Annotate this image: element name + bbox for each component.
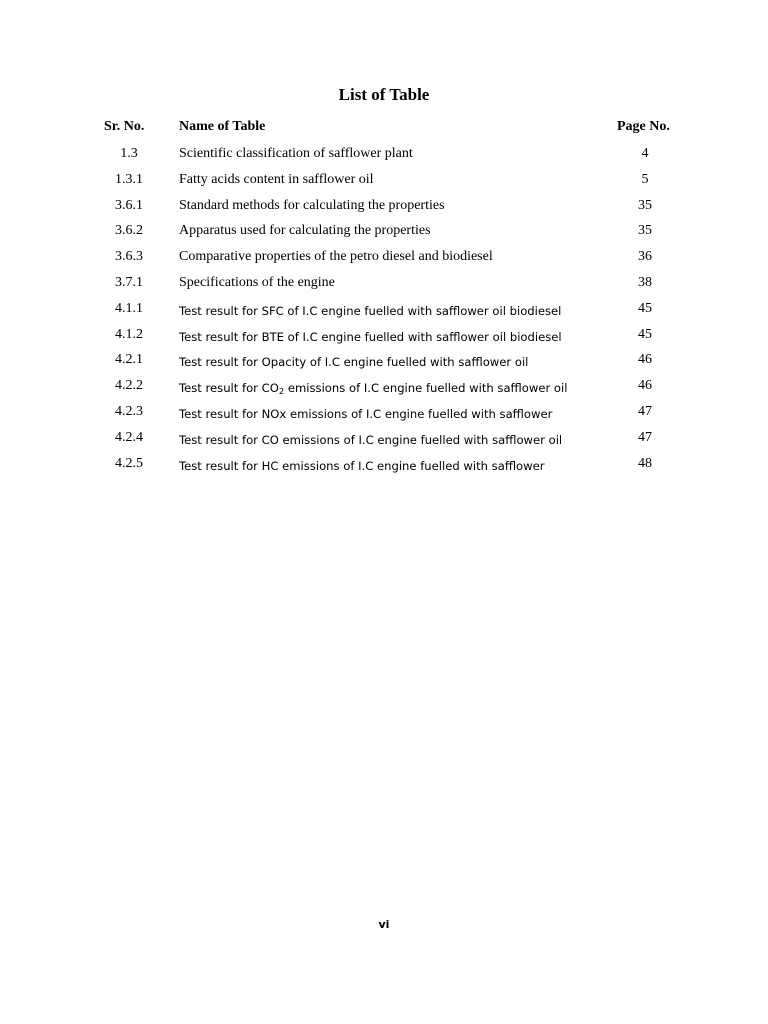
table-row [0,326,768,352]
page-number: vi [378,918,390,931]
table-body [0,145,768,480]
table-row [0,377,768,403]
table-name-cell: Test result for HC emissions of I.C engine fuelled with safflower [179,458,545,473]
page-no-cell: 47 [638,429,652,445]
sr-no-cell: 1.3 [120,146,138,161]
page-no-cell: 38 [638,274,652,290]
page-no-cell: 4 [641,146,649,161]
header-name-of-table: Name of Table [179,119,266,134]
page-no-cell: 47 [638,403,652,419]
table-name-cell: Comparative properties of the petro diesel and biodiesel [179,249,493,265]
page-no-cell: 36 [638,249,652,265]
sr-no-cell: 3.6.2 [115,223,143,239]
table-name-cell: Test result for Opacity of I.C engine fuelled with safflower oil [179,355,529,370]
sr-no-cell: 4.2.2 [115,378,143,394]
page-no-cell: 5 [641,171,649,187]
sr-no-cell: 3.7.1 [115,274,143,290]
sr-no-cell: 3.6.1 [115,197,143,213]
page-no-cell: 45 [638,326,652,342]
sr-no-cell: 4.2.3 [115,403,143,419]
page-no-cell: 46 [638,352,652,368]
table-row [0,197,768,223]
page-no-cell: 48 [638,455,652,471]
table-name-text: Test result for CO [179,381,279,396]
sr-no-cell: 3.6.3 [115,249,143,265]
table-name-cell: Test result for SFC of I.C engine fuelled with safflower oil biodiesel [179,303,562,318]
table-name-cell [179,379,567,397]
table-row [0,403,768,429]
sr-no-cell: 4.1.1 [115,300,143,316]
page-no-cell: 35 [638,223,652,239]
table-name-cell: Fatty acids content in safflower oil [179,171,374,187]
table-name-cell: Test result for BTE of I.C engine fuelled with safflower oil biodiesel [179,329,562,344]
page-no-cell: 46 [638,378,652,394]
table-name-cell: Standard methods for calculating the properties [179,197,445,213]
page-no-cell: 45 [638,300,652,316]
sr-no-cell: 4.1.2 [115,326,143,342]
subscript-text: 2 [278,386,285,397]
table-name-cell: Scientific classification of safflower plant [179,146,413,161]
table-row [0,455,768,481]
table-row [0,248,768,274]
table-row [0,429,768,455]
table-row [0,300,768,326]
page-no-cell: 35 [638,197,652,213]
table-name-text: emissions of I.C engine fuelled with safflower oil [284,381,568,396]
header-page-no: Page No. [617,119,670,134]
header-sr-no: Sr. No. [104,119,145,134]
table-name-cell: Specifications of the engine [179,274,335,290]
table-name-cell: Apparatus used for calculating the properties [179,223,431,239]
table-row [0,171,768,197]
table-row [0,222,768,248]
sr-no-cell: 4.2.4 [115,429,143,445]
sr-no-cell: 1.3.1 [115,171,143,187]
table-row [0,351,768,377]
page-title: List of Table [338,85,430,104]
table-name-cell: Test result for NOx emissions of I.C engine fuelled with safflower [179,406,553,421]
sr-no-cell: 4.2.1 [115,352,143,368]
table-name-cell: Test result for CO emissions of I.C engine fuelled with safflower oil [179,432,563,447]
sr-no-cell: 4.2.5 [115,455,143,471]
table-header [0,119,768,139]
table-row [0,145,768,171]
table-row [0,274,768,300]
